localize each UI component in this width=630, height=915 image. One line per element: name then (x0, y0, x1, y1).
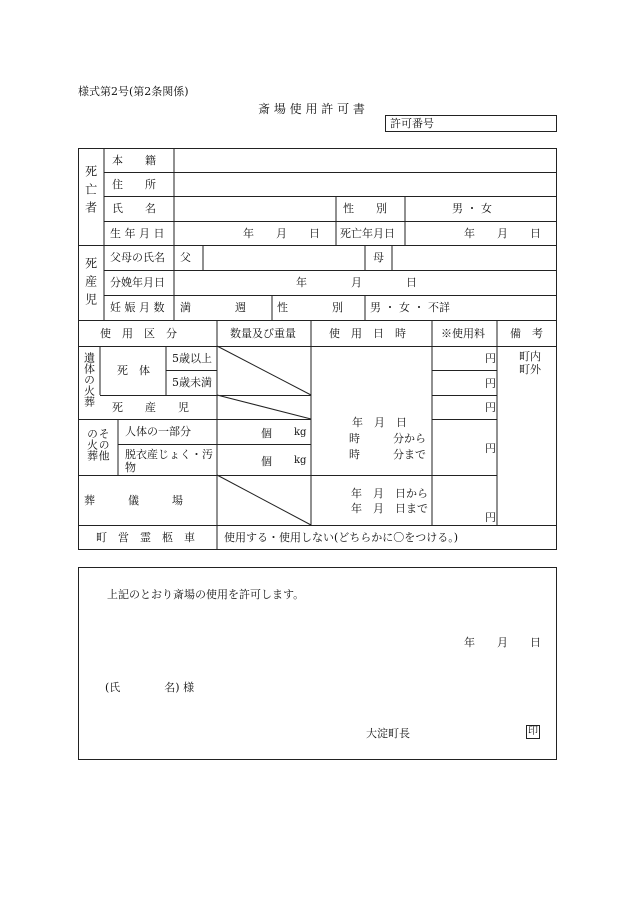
seal-mark: 印 (528, 726, 538, 737)
form-number: 様式第2号(第2条関係) (78, 85, 189, 98)
quantity-header: 数量及び重量 (230, 327, 296, 340)
body-part-unit-ko: 個 (261, 427, 272, 440)
father-label: 父 (180, 251, 191, 264)
pregnancy-label: 妊 娠 月 数 (110, 301, 165, 314)
delivery-date-label: 分娩年月日 (110, 276, 165, 289)
deceased-sex-options[interactable]: 男 ・ 女 (452, 202, 492, 215)
fee-header: ※使用料 (441, 327, 485, 340)
jusho-label: 住 所 (112, 178, 156, 191)
cremation-group-label: 遺体の火葬 (82, 352, 96, 407)
funeral-hall-from[interactable]: 年 月 日から (351, 487, 428, 500)
remarks-header: 備 考 (510, 327, 543, 340)
remarks-in-town: 町内 (519, 350, 541, 363)
other-cremation-label: その他の火葬 (85, 428, 111, 461)
deceased-group-label: 死亡者 (83, 165, 98, 219)
fee-stillborn[interactable]: 円 (485, 401, 496, 414)
mother-label: 母 (373, 251, 384, 264)
usage-category-header: 使 用 区 分 (100, 327, 177, 340)
document-title: 斎 場 使 用 許 可 書 (258, 102, 365, 116)
under5-label: 5歳未満 (172, 376, 212, 389)
seibetsu-label: 性 別 (343, 202, 387, 215)
stillbirth-sex-label: 性 別 (277, 301, 343, 314)
birth-date-label: 生 年 月 日 (110, 227, 165, 240)
delivery-date-field[interactable]: 年 月 日 (296, 276, 417, 289)
placenta-label: 脱衣産じょく・汚物 (125, 448, 213, 475)
pregnancy-field[interactable]: 満 週 (180, 301, 246, 314)
addressee-name[interactable]: (氏 名) 様 (105, 681, 195, 694)
issuer-name: 大淀町長 (366, 727, 410, 740)
permit-number-label: 許可番号 (390, 117, 434, 130)
placenta-unit-kg: kg (294, 455, 307, 466)
funeral-hall-label: 葬 儀 場 (84, 494, 183, 507)
placenta-unit-ko: 個 (261, 455, 272, 468)
cremation-time-to[interactable]: 時 分まで (349, 448, 426, 461)
fee-funeral-hall[interactable]: 円 (485, 511, 496, 524)
death-date-label: 死亡年月日 (340, 227, 395, 240)
cremation-time-from[interactable]: 時 分から (349, 432, 426, 445)
stillborn-label: 死 産 児 (112, 401, 189, 414)
birth-date-field[interactable]: 年 月 日 (243, 227, 320, 240)
honseki-label: 本 籍 (112, 154, 156, 167)
cremation-date[interactable]: 年 月 日 (352, 416, 407, 429)
parents-name-label: 父母の氏名 (110, 251, 165, 264)
body-label: 死 体 (117, 364, 150, 377)
remarks-out-town: 町外 (519, 363, 541, 376)
fee-under5[interactable]: 円 (485, 377, 496, 390)
datetime-header: 使 用 日 時 (329, 327, 406, 340)
over5-label: 5歳以上 (172, 352, 212, 365)
fee-over5[interactable]: 円 (485, 352, 496, 365)
death-date-field[interactable]: 年 月 日 (464, 227, 541, 240)
fee-other[interactable]: 円 (485, 442, 496, 455)
funeral-hall-to[interactable]: 年 月 日まで (351, 502, 428, 515)
stillbirth-group-label: 死産児 (83, 257, 98, 311)
approval-date[interactable]: 年 月 日 (464, 636, 541, 649)
shimei-label: 氏 名 (112, 202, 156, 215)
hearse-option[interactable]: 使用する・使用しない(どちらかに〇をつける。) (224, 531, 459, 544)
body-part-label: 人体の一部分 (125, 425, 191, 438)
stillbirth-sex-options[interactable]: 男 ・ 女 ・ 不詳 (370, 301, 450, 314)
body-part-unit-kg: kg (294, 427, 307, 438)
hearse-label: 町 営 霊 柩 車 (96, 531, 195, 544)
approval-statement: 上記のとおり斎場の使用を許可します。 (107, 588, 305, 601)
